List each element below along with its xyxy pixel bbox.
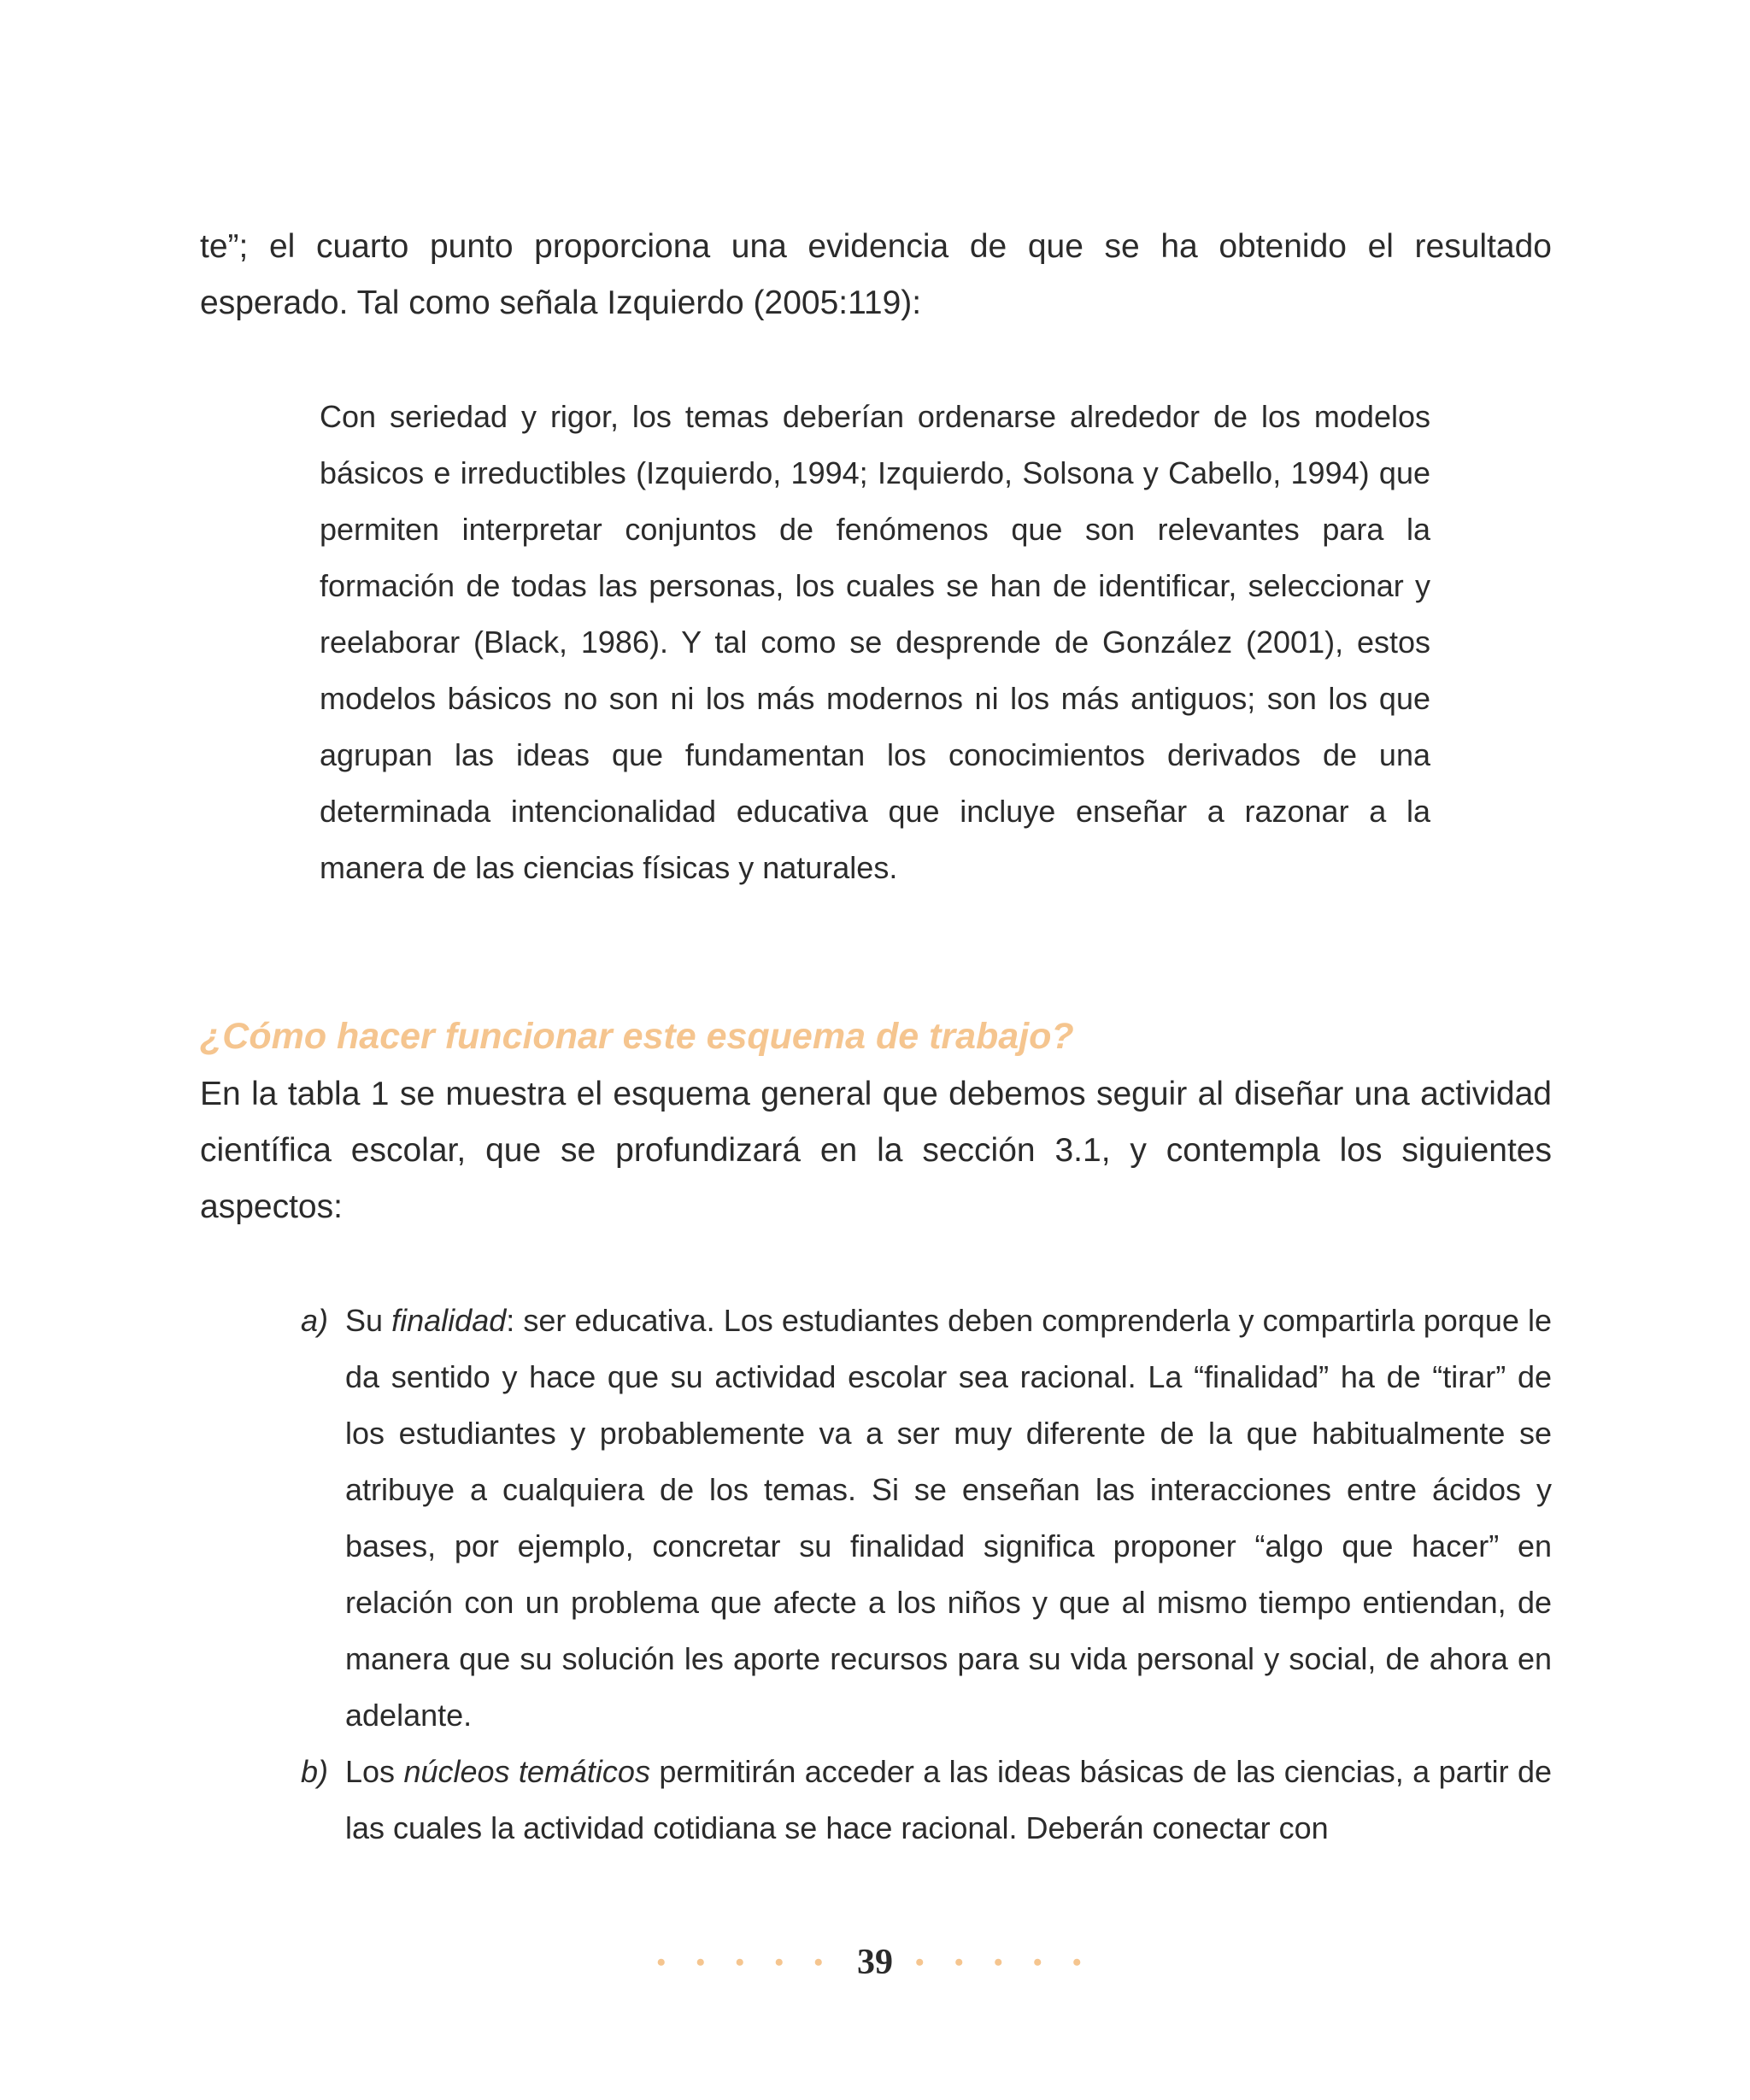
list-item-text: : ser educativa. Los estudiantes deben comprenderla y compartirla porque le da sentido y hace que su actividad escolar sea racional. La “finalidad” ha de “tirar” de los estudiantes y probablemente va a ser muy diferente de la que habitualmente se atribuye a cualquiera de los temas. Si se enseñan las interacciones entre ácidos y bases, por ejemplo, concretar su finalidad significa proponer “algo que hacer” en relación con un problema que afecte a los niños y que al mismo tiempo entiendan, de manera que su solución les aporte recursos para su vida personal y social, de ahora en adelante. <box>345 1303 1552 1733</box>
section-heading: ¿Cómo hacer funcionar este esquema de trabajo? <box>200 1016 1074 1057</box>
intro-paragraph: te”; el cuarto punto proporciona una evidencia de que se ha obtenido el resultado esperado. Tal como señala Izquierdo (2005:119): <box>200 228 1552 321</box>
block-quote: Con seriedad y rigor, los temas deberían ordenarse alrededor de los modelos básicos e irreductibles (Izquierdo, 1994; Izquierdo, Solsona y Cabello, 1994) que permiten interpretar conjuntos de fenómenos que son relevantes para la formación de todas las personas, los cuales se han de identificar, seleccionar y reelaborar (Black, 1986). Y tal como se desprende de González (2001), estos modelos básicos no son ni los más modernos ni los más antiguos; son los que agrupan las ideas que fundamentan los conocimientos derivados de una determinada intencionalidad educativa que incluye enseñar a razonar a la manera de las ciencias físicas y naturales. <box>320 399 1430 885</box>
list-marker: a) <box>301 1303 329 1338</box>
list-item-term: núcleos temáticos <box>403 1754 650 1789</box>
section-paragraph: En la tabla 1 se muestra el esquema general que debemos seguir al diseñar una actividad científica escolar, que se profundizará en la sección 3.1, y contempla los siguientes aspectos: <box>200 1076 1552 1225</box>
list-item-body <box>345 1303 1552 1733</box>
footer-dots-left: • • • • • <box>656 1948 835 1977</box>
page-footer <box>0 1939 1750 1983</box>
page-number: 39 <box>857 1943 893 1983</box>
aspects-list <box>200 1293 1552 1857</box>
list-item <box>200 1293 1552 1744</box>
list-item-term: finalidad <box>391 1303 507 1338</box>
list-item <box>200 1744 1552 1857</box>
list-item-text: permitirán acceder a las ideas básicas de las ciencias, a partir de las cuales la actividad cotidiana se hace racional. Deberán conectar con <box>345 1754 1553 1845</box>
footer-dots-right: • • • • • <box>915 1948 1094 1977</box>
list-item-body <box>345 1754 1552 1845</box>
list-marker: b) <box>301 1754 329 1789</box>
list-item-pre: Los <box>345 1754 404 1789</box>
list-item-pre: Su <box>345 1303 392 1338</box>
